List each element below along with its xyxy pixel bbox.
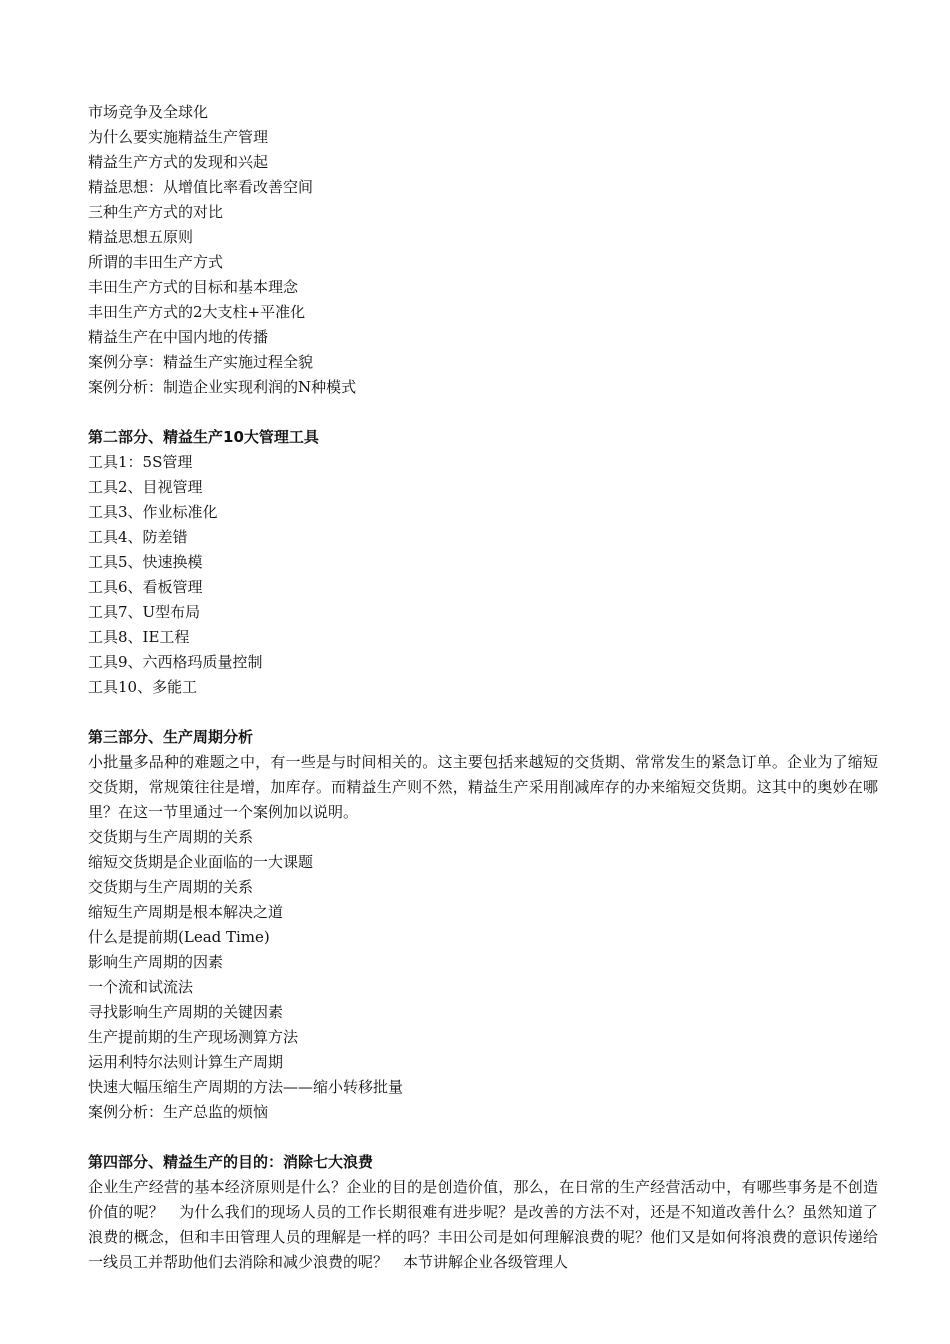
list-item: 工具2、目视管理 [88,478,203,496]
list-item: 案例分享：精益生产实施过程全貌 [88,353,314,371]
list-item: 三种生产方式的对比 [88,203,224,221]
section-part4 [88,1150,878,1275]
list-item: 所谓的丰田生产方式 [88,253,224,271]
list-item: 寻找影响生产周期的关键因素 [88,1003,284,1021]
list-item: 为什么要实施精益生产管理 [88,128,269,146]
section-heading: 第四部分、精益生产的目的：消除七大浪费 [88,1153,374,1171]
document-page [88,100,878,1275]
list-item: 精益思想五原则 [88,228,194,246]
list-item: 快速大幅压缩生产周期的方法——缩小转移批量 [88,1078,404,1096]
list-item: 影响生产周期的因素 [88,953,224,971]
list-item: 工具8、IE工程 [88,628,190,646]
list-item: 缩短交货期是企业面临的一大课题 [88,853,314,871]
section-heading: 第二部分、精益生产10大管理工具 [88,428,319,446]
list-item: 市场竞争及全球化 [88,103,209,121]
list-item: 工具7、U型布局 [88,603,201,621]
list-item: 运用利特尔法则计算生产周期 [88,1053,284,1071]
list-item: 缩短生产周期是根本解决之道 [88,903,284,921]
section-part2 [88,425,878,700]
list-item: 工具9、六西格玛质量控制 [88,653,263,671]
list-item: 工具5、快速换模 [88,553,203,571]
list-item: 丰田生产方式的目标和基本理念 [88,278,299,296]
list-item: 工具3、作业标准化 [88,503,218,521]
section-heading: 第三部分、生产周期分析 [88,728,254,746]
section-part3 [88,725,878,1125]
section-paragraph: 企业生产经营的基本经济原则是什么？企业的目的是创造价值，那么，在日常的生产经营活动中，有哪些事务是不创造价值的呢？ 为什么我们的现场人员的工作长期很难有进步呢？是改善的方法不对，还是不知道改善什么？虽然知道了浪费的概念，但和丰田管理人员的理解是一样的吗？丰田公司是如何理解浪费的呢？他们又是如何将浪费的意识传递给一线员工并帮助他们去消除和减少浪费的呢？ 本节讲解企业各级管理人 [88,1178,878,1271]
list-item: 交货期与生产周期的关系 [88,878,254,896]
list-item: 生产提前期的生产现场测算方法 [88,1028,299,1046]
list-item: 工具4、防差错 [88,528,188,546]
list-item: 精益思想：从增值比率看改善空间 [88,178,314,196]
list-item: 案例分析：生产总监的烦恼 [88,1103,269,1121]
list-item: 什么是提前期(Lead Time) [88,928,270,946]
section-paragraph: 小批量多品种的难题之中，有一些是与时间相关的。这主要包括来越短的交货期、常常发生的紧急订单。企业为了缩短交货期，常规策往往是增，加库存。而精益生产则不然，精益生产采用削减库存的办来缩短交货期。这其中的奥妙在哪里？在这一节里通过一个案例加以说明。 [88,753,878,821]
list-item: 精益生产在中国内地的传播 [88,328,269,346]
intro-list [88,100,878,400]
list-item: 工具1：5S管理 [88,453,193,471]
list-item: 精益生产方式的发现和兴起 [88,153,269,171]
list-item: 交货期与生产周期的关系 [88,828,254,846]
list-item: 案例分析：制造企业实现利润的N种模式 [88,378,357,396]
list-item: 丰田生产方式的2大支柱+平准化 [88,303,306,321]
list-item: 工具6、看板管理 [88,578,203,596]
list-item: 一个流和试流法 [88,978,194,996]
list-item: 工具10、多能工 [88,678,198,696]
